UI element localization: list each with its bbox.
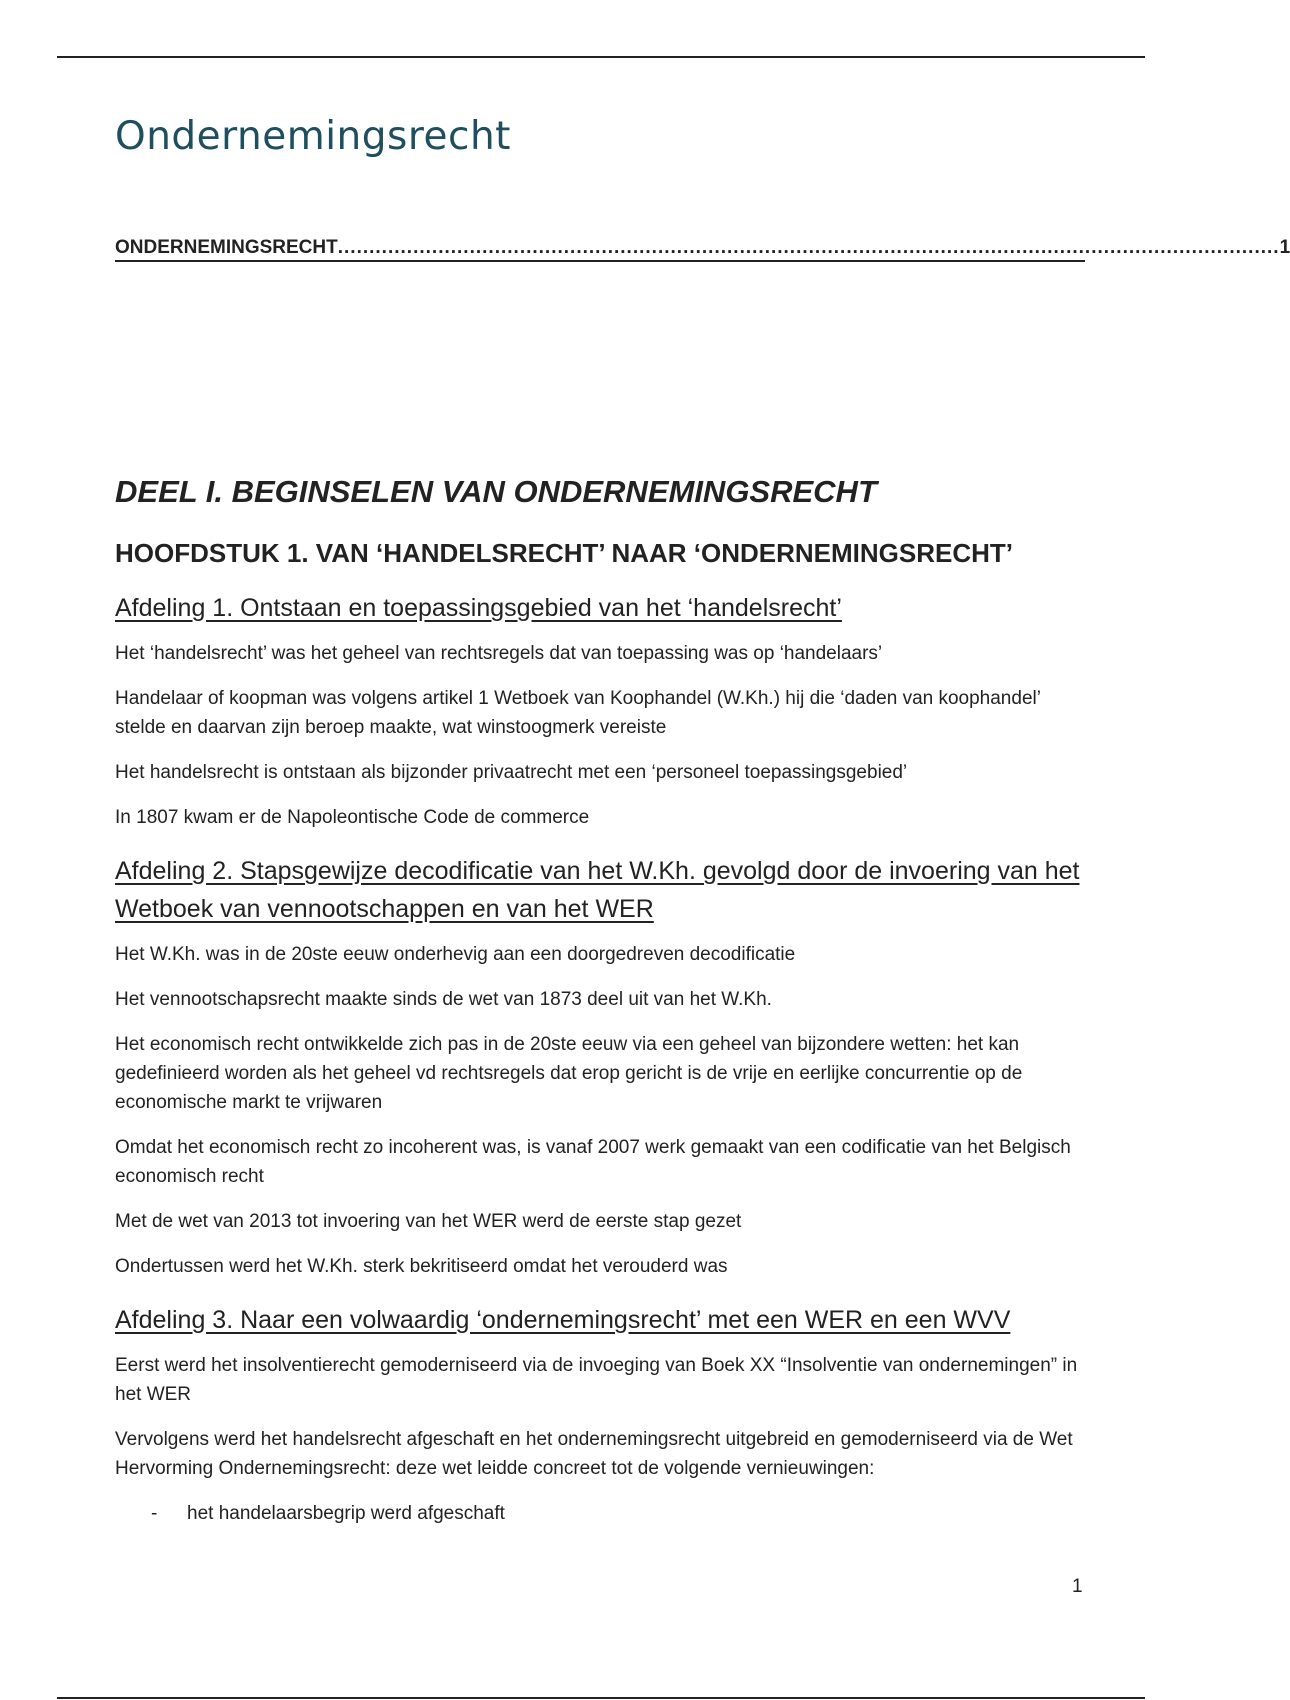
paragraph: Handelaar of koopman was volgens artikel 1 Wetboek van Koophandel (W.Kh.) hij die ‘daden van koophandel’ stelde en daarvan zijn beroep maakte, wat winstoogmerk vereiste: [115, 688, 1041, 738]
section-title: Afdeling 3. Naar een volwaardig ‘ondernemingsrecht’ met een WER en een WVV: [115, 1306, 1011, 1334]
paragraph: Het economisch recht ontwikkelde zich pas in de 20ste eeuw via een geheel van bijzondere wetten: het kan gedefinieerd worden als het geheel vd rechtsregels dat erop gericht is de vrije en eerlijke concurrentie op de economische markt te vrijwaren: [115, 1034, 1023, 1113]
toc-entry-leader: ......................................................................................................................................................: [337, 237, 1280, 258]
paragraph: Het handelsrecht is ontstaan als bijzonder privaatrecht met een ‘personeel toepassingsgebied’: [115, 762, 908, 783]
footer-rule: [57, 1697, 1145, 1699]
chapter-title: HOOFDSTUK 1. VAN ‘HANDELSRECHT’ NAAR ‘ONDERNEMINGSRECHT’: [115, 538, 1014, 568]
paragraph: Het ‘handelsrecht’ was het geheel van rechtsregels dat van toepassing was op ‘handelaars’: [115, 643, 883, 664]
paragraph: Het vennootschapsrecht maakte sinds de wet van 1873 deel uit van het W.Kh.: [115, 989, 772, 1010]
section-title: Afdeling 1. Ontstaan en toepassingsgebied van het ‘handelsrecht’: [115, 594, 842, 622]
paragraph: Eerst werd het insolventierecht gemoderniseerd via de invoeging van Boek XX “Insolventie van ondernemingen” in het WER: [115, 1355, 1078, 1405]
paragraph: Het W.Kh. was in de 20ste eeuw onderhevig aan een doorgedreven decodificatie: [115, 944, 796, 965]
list-item-text: het handelaarsbegrip werd afgeschaft: [187, 1503, 505, 1524]
section-title: Afdeling 2. Stapsgewijze decodificatie van het W.Kh. gevolgd door de invoering van het Wetboek van vennootschappen en van het WER: [115, 857, 1080, 923]
paragraph: Vervolgens werd het handelsrecht afgeschaft en het ondernemingsrecht uitgebreid en gemoderniseerd via de Wet Hervorming Ondernemingsrecht: deze wet leidde concreet tot de volgende vernieuwingen:: [115, 1429, 1073, 1479]
list-item: [115, 1499, 1085, 1528]
page-number: 1: [1072, 1576, 1083, 1597]
document-title: Ondernemingsrecht: [115, 114, 511, 159]
toc-entry[interactable]: [115, 237, 1290, 262]
paragraph: Omdat het economisch recht zo incoherent was, is vanaf 2007 werk gemaakt van een codificatie van het Belgisch economisch recht: [115, 1137, 1071, 1187]
header-rule: [57, 56, 1145, 58]
paragraph: Met de wet van 2013 tot invoering van het WER werd de eerste stap gezet: [115, 1211, 742, 1232]
toc-entry-page: 1: [1279, 237, 1290, 258]
document-body: [115, 100, 1290, 1528]
paragraph: In 1807 kwam er de Napoleontische Code de commerce: [115, 807, 590, 828]
toc-entry-label: ONDERNEMINGSRECHT: [115, 237, 338, 258]
list-bullet-marker: -: [151, 1503, 158, 1524]
paragraph: Ondertussen werd het W.Kh. sterk bekritiseerd omdat het verouderd was: [115, 1256, 728, 1277]
part-title: DEEL I. BEGINSELEN VAN ONDERNEMINGSRECHT: [115, 474, 877, 509]
